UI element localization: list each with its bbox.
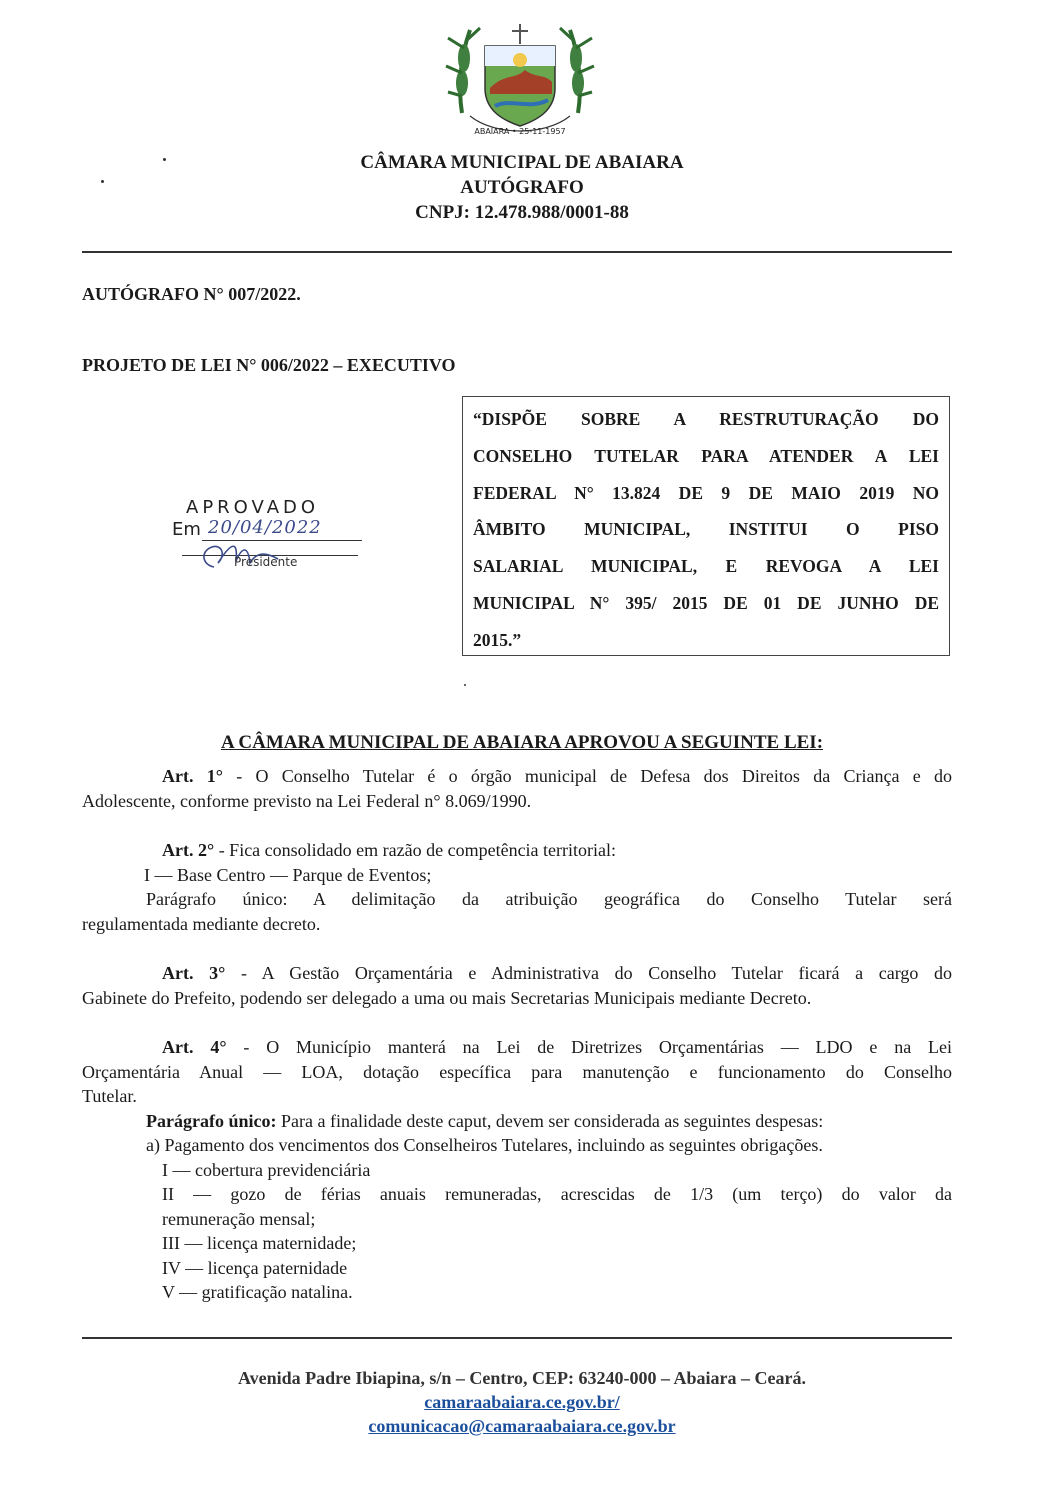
article-4-subitem: remuneração mensal; bbox=[162, 1208, 316, 1229]
article-3-label: Art. 3° bbox=[162, 963, 226, 983]
article-4-subitem: V — gratificação natalina. bbox=[162, 1282, 353, 1302]
ementa-line: CONSELHO TUTELAR PARA ATENDER A LEI bbox=[473, 445, 939, 466]
article-4 bbox=[82, 1035, 952, 1305]
document-header bbox=[0, 150, 1044, 225]
article-2-line bbox=[82, 838, 952, 863]
article-1 bbox=[82, 764, 952, 813]
article-2-label: Art. 2° bbox=[162, 840, 215, 860]
article-2-text: - Fica consolidado em razão de competência territorial: bbox=[214, 840, 617, 860]
footer-address: Avenida Padre Ibiapina, s/n – Centro, CEP: 63240-000 – Abaiara – Ceará. bbox=[237, 1368, 807, 1388]
municipal-crest-logo bbox=[440, 18, 600, 143]
article-4-label: Art. 4° bbox=[162, 1037, 227, 1057]
article-4-subitem: I — cobertura previdenciária bbox=[162, 1159, 371, 1180]
article-2 bbox=[82, 838, 952, 936]
ementa-line: 2015.” bbox=[473, 629, 522, 650]
article-4-text: - O Município manterá na Lei de Diretrizes Orçamentárias — LDO e na Lei bbox=[226, 1037, 953, 1057]
ementa-line: MUNICIPAL N° 395/ 2015 DE 01 DE JUNHO DE bbox=[473, 592, 939, 613]
article-3-line bbox=[82, 961, 952, 986]
header-divider bbox=[82, 251, 952, 253]
email-link[interactable]: comunicacao@camaraabaiara.ce.gov.br bbox=[368, 1416, 676, 1436]
article-4-line: Tutelar. bbox=[82, 1086, 137, 1106]
article-4-item-a: a) Pagamento dos vencimentos dos Conselheiros Tutelares, incluindo as seguintes obrigações. bbox=[146, 1135, 823, 1155]
ementa-line: ÂMBITO MUNICIPAL, INSTITUI O PISO bbox=[473, 519, 939, 540]
article-4-line bbox=[82, 1035, 952, 1060]
ementa-line: “DISPÕE SOBRE A RESTRUTURAÇÃO DO bbox=[473, 409, 939, 429]
stamp-date: 20/04/2022 bbox=[208, 517, 322, 538]
scan-speck bbox=[464, 684, 466, 686]
cnpj: CNPJ: 12.478.988/0001-88 bbox=[415, 202, 629, 223]
article-4-subitem: III — licença maternidade; bbox=[162, 1233, 357, 1253]
article-4-subitem: IV — licença paternidade bbox=[162, 1257, 348, 1278]
document-footer bbox=[0, 1366, 1044, 1438]
article-1-label: Art. 1° bbox=[162, 766, 223, 786]
article-4-line: Orçamentária Anual — LOA, dotação específica para manutenção e funcionamento do Conselho bbox=[82, 1061, 952, 1082]
website-link[interactable]: camaraabaiara.ce.gov.br/ bbox=[424, 1392, 620, 1412]
stamp-approved-label: APROVADO bbox=[186, 497, 320, 518]
ementa-line: FEDERAL N° 13.824 DE 9 DE MAIO 2019 NO bbox=[473, 482, 939, 503]
article-4-paragraph-text: Para a finalidade deste caput, devem ser considerada as seguintes despesas: bbox=[276, 1110, 824, 1131]
document-type: AUTÓGRAFO bbox=[460, 177, 584, 198]
ementa-line: SALARIAL MUNICIPAL, E REVOGA A LEI bbox=[473, 556, 939, 577]
article-4-paragraph bbox=[82, 1109, 952, 1134]
institution-name: CÂMARA MUNICIPAL DE ABAIARA bbox=[360, 152, 684, 173]
projeto-de-lei: PROJETO DE LEI N° 006/2022 – EXECUTIVO bbox=[82, 355, 456, 375]
approval-stamp bbox=[172, 497, 392, 577]
stamp-role: Presidente bbox=[234, 555, 298, 569]
article-2-item: I — Base Centro — Parque de Eventos; bbox=[144, 864, 432, 885]
article-4-subitem: II — gozo de férias anuais remuneradas, acrescidas de 1/3 (um terço) do valor da bbox=[162, 1184, 952, 1204]
article-1-line bbox=[82, 764, 952, 789]
stamp-em-label: Em bbox=[172, 519, 201, 540]
article-4-paragraph-label: Parágrafo único: bbox=[146, 1110, 277, 1131]
article-3-text: - A Gestão Orçamentária e Administrativa do Conselho Tutelar ficará a cargo do bbox=[225, 963, 952, 983]
ementa-box bbox=[462, 396, 950, 656]
autografo-number: AUTÓGRAFO N° 007/2022. bbox=[82, 284, 301, 304]
law-heading: A CÂMARA MUNICIPAL DE ABAIARA APROVOU A SEGUINTE LEI: bbox=[220, 732, 824, 753]
article-1-text: - O Conselho Tutelar é o órgão municipal de Defesa dos Direitos da Criança e do bbox=[222, 766, 952, 786]
article-2-paragraph: Parágrafo único: A delimitação da atribuição geográfica do Conselho Tutelar será bbox=[146, 889, 952, 909]
article-2-paragraph: regulamentada mediante decreto. bbox=[82, 913, 321, 934]
crest-motto: ABAIARA • 25-11-1957 bbox=[474, 127, 566, 136]
article-3 bbox=[82, 961, 952, 1010]
article-3-line: Gabinete do Prefeito, podendo ser delegado a uma ou mais Secretarias Municipais mediante Decreto. bbox=[82, 987, 812, 1008]
article-1-line: Adolescente, conforme previsto na Lei Federal n° 8.069/1990. bbox=[82, 790, 532, 811]
footer-divider bbox=[82, 1337, 952, 1339]
